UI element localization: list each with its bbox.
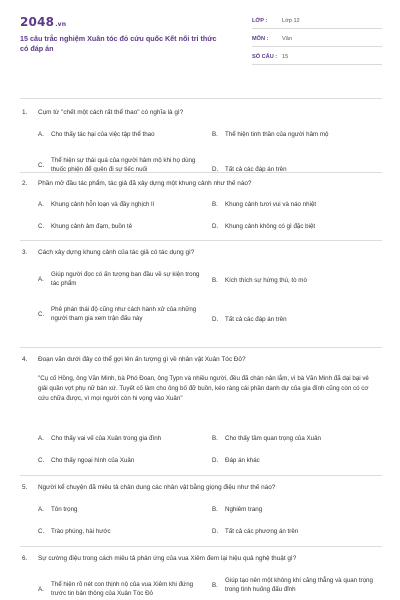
question-text: Phần mở đầu tác phẩm, tác giả đã xây dựng một khung cảnh như thế nào? xyxy=(38,180,252,187)
option-letter: D. xyxy=(212,528,219,535)
option-d[interactable] xyxy=(212,456,375,465)
site-logo[interactable] xyxy=(20,15,66,29)
meta-label: SỐ CÂU : xyxy=(252,54,278,60)
option-text: Kích thích sự hứng thú, tò mò xyxy=(225,277,307,284)
meta-value: 15 xyxy=(282,54,289,60)
option-d[interactable] xyxy=(212,527,375,536)
option-text: Phê phán thái độ cũng như cách hành xử của những người tham gia xem trận đấu này xyxy=(51,306,197,322)
option-letter: B. xyxy=(212,581,218,589)
question-text: Cụm từ "chết một cách rất thể thao" có nghĩa là gì? xyxy=(38,109,184,116)
option-text: Cho thấy tác hại của việc tập thể thao xyxy=(51,131,155,138)
question-number: 6. xyxy=(22,555,28,562)
option-text: Khung cảnh tươi vui và náo nhiệt xyxy=(225,201,317,208)
option-text: Giúp tạo nên một không khí căng thẳng và quan trọng trong tình huống đấu đỉnh xyxy=(225,577,373,593)
option-letter: B. xyxy=(212,131,218,138)
question-stem xyxy=(22,355,382,364)
question-number: 4. xyxy=(22,356,28,363)
option-text: Khung cảnh hỗn loạn và đầy nghịch lí xyxy=(51,201,155,208)
option-text: Đáp án khác xyxy=(225,457,260,464)
option-c[interactable] xyxy=(38,456,201,465)
option-a[interactable] xyxy=(38,580,201,598)
option-text: Khung cảnh ảm đạm, buồn tẻ xyxy=(51,223,133,230)
option-b[interactable] xyxy=(212,200,375,209)
option-text: Cho thấy tầm quan trọng của Xuân xyxy=(225,435,321,442)
option-letter: A. xyxy=(38,506,44,513)
question-number: 3. xyxy=(22,249,28,256)
document-title: 15 câu trắc nghiệm Xuân tóc đỏ cứu quốc Kết nối tri thức có đáp án xyxy=(20,34,217,53)
option-letter: A. xyxy=(38,585,44,593)
option-text: Cho thấy ngoại hình của Xuân xyxy=(51,457,135,464)
divider xyxy=(20,240,382,241)
document-meta xyxy=(252,14,382,68)
option-a[interactable] xyxy=(38,505,201,514)
option-letter: D. xyxy=(212,166,219,173)
option-text: Khung cảnh không có gì đặc biệt xyxy=(225,223,316,230)
option-text: Tất cả các phương án trên xyxy=(225,528,299,535)
question-text: Người kể chuyện đã miêu tả chân dung các nhân vật bằng giọng điệu như thế nào? xyxy=(38,484,276,491)
question-text: Đoạn văn dưới đây có thể gợi lên ấn tượng gì về nhân vật Xuân Tóc Đỏ? xyxy=(38,356,246,363)
option-c[interactable] xyxy=(38,222,201,231)
option-letter: A. xyxy=(38,201,44,208)
option-text: Tất cả các đáp án trên xyxy=(225,316,287,323)
option-text: Cho thấy vai vế của Xuân trong gia đình xyxy=(51,435,162,442)
question-stem xyxy=(22,248,382,257)
option-b[interactable] xyxy=(212,130,375,139)
meta-value: Lớp 12 xyxy=(282,18,300,24)
option-letter: A. xyxy=(38,435,44,442)
option-text: Tất cả các đáp án trên xyxy=(225,166,287,173)
meta-row-class xyxy=(252,14,382,29)
option-text: Thể hiện tinh thần của người hâm mộ xyxy=(225,131,329,138)
header xyxy=(0,0,400,66)
option-text: Nghiêm trang xyxy=(225,506,263,513)
quoted-passage: "Cụ cố Hồng, ông Văn Minh, bà Phó Đoan, ông Typn và nhiều người, đều đã chán nản lắm, vì bà Văn Minh đã dại bại vẻ giải quần vợt phụ nữ bán xứ. Tuyết cố làm cho ông bố đỡ buồn, kéo ràng cái phần danh dự của gia đình cũng còn có cơ cứu chữa được, vì mọi người còn hi vọng vào Xuân" xyxy=(38,375,369,402)
question-number: 1. xyxy=(22,109,28,116)
option-a[interactable] xyxy=(38,130,201,139)
option-text: Tôn trọng xyxy=(51,506,78,513)
option-b[interactable] xyxy=(212,276,375,285)
option-letter: B. xyxy=(212,506,218,513)
option-text: Giúp người đọc có ấn tượng ban đầu về sự kiện trong tác phẩm xyxy=(51,271,200,287)
divider xyxy=(20,475,382,476)
option-b[interactable] xyxy=(212,576,375,594)
question-stem xyxy=(22,483,382,492)
question-number: 2. xyxy=(22,180,28,187)
option-letter: A. xyxy=(38,131,44,138)
option-b[interactable] xyxy=(212,434,375,443)
logo-suffix: .vn xyxy=(55,21,67,28)
question-text: Cách xây dựng khung cảnh của tác giả có tác dụng gì? xyxy=(38,249,195,256)
question-stem xyxy=(22,179,382,188)
option-a[interactable] xyxy=(38,200,201,209)
option-d[interactable] xyxy=(212,222,375,231)
option-letter: C. xyxy=(38,223,45,230)
option-letter: C. xyxy=(38,161,45,169)
option-c[interactable] xyxy=(38,527,201,536)
question-text: Sự cường điệu trong cách miêu tả phản ứng của vua Xiêm đem lại hiệu quả nghệ thuật gì? xyxy=(38,555,297,562)
divider xyxy=(20,347,382,348)
meta-row-subject xyxy=(252,32,382,47)
option-text: Thể hiện sự thái quá của người hâm mộ khi họ dùng thuốc phiện để quên đi sự tiếc nuối xyxy=(51,157,196,173)
option-letter: D. xyxy=(212,316,219,323)
meta-row-count xyxy=(252,50,382,65)
option-text: Thể hiện rõ nét con thịnh nộ của vua Xiêm khi đứng trước tin bản thông của Xuân Tóc Đỏ xyxy=(51,581,194,597)
divider xyxy=(20,546,382,547)
option-c[interactable] xyxy=(38,305,201,323)
question-stem xyxy=(22,554,382,563)
option-letter: C. xyxy=(38,457,45,464)
option-a[interactable] xyxy=(38,270,201,288)
question-number: 5. xyxy=(22,484,28,491)
option-letter: D. xyxy=(212,457,219,464)
option-letter: B. xyxy=(212,201,218,208)
option-letter: B. xyxy=(212,435,218,442)
option-a[interactable] xyxy=(38,434,201,443)
option-letter: D. xyxy=(212,223,219,230)
meta-value: Văn xyxy=(282,36,292,42)
option-letter: A. xyxy=(38,275,44,283)
option-letter: B. xyxy=(212,277,218,284)
logo-main: 2048 xyxy=(20,15,55,29)
option-d[interactable] xyxy=(212,315,375,324)
meta-label: MÔN : xyxy=(252,36,269,42)
option-b[interactable] xyxy=(212,505,375,514)
divider xyxy=(20,98,382,99)
option-letter: C. xyxy=(38,528,45,535)
meta-label: LỚP : xyxy=(252,18,268,24)
option-text: Trào phúng, hài hước xyxy=(51,528,111,535)
divider xyxy=(20,172,382,173)
question-stem xyxy=(22,108,382,117)
option-letter: C. xyxy=(38,310,45,318)
